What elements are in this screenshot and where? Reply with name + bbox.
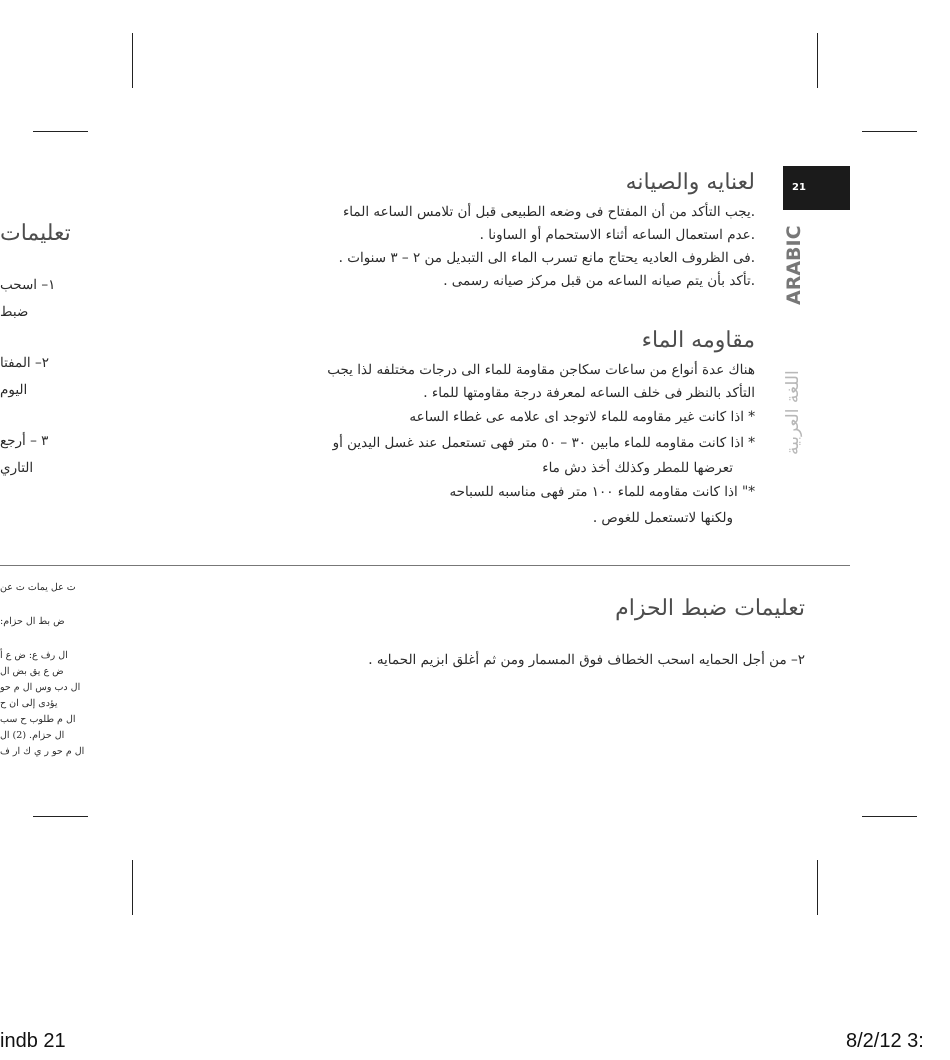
page-number-tab <box>783 166 850 210</box>
crop-mark <box>862 131 917 132</box>
care-line: .عدم استعمال الساعه أثناء الاستحمام أو الساونا . <box>479 227 755 243</box>
crop-mark <box>817 33 818 88</box>
left-small-line: ال م حو ر ي ك ار ف <box>0 746 85 757</box>
crop-mark <box>862 816 917 817</box>
left-partial-item: ضبط <box>0 304 29 320</box>
left-small-line: ال دب وس ال م حو <box>0 682 81 693</box>
left-small-line: ت عل يمات ت عن <box>0 582 76 593</box>
footer-slug-left: indb 21 <box>0 1030 66 1052</box>
left-partial-column <box>0 215 120 515</box>
water-heading: مقاومه الماء <box>641 328 755 353</box>
water-line: تعرضها للمطر وكذلك أخذ دش ماء <box>542 460 733 476</box>
left-small-line: ض بط ال حزام: <box>0 616 65 627</box>
crop-mark <box>817 860 818 915</box>
water-line: التأكد بالنظر فى خلف الساعه لمعرفة درجة مقاومتها للماء . <box>423 385 755 401</box>
left-small-line: يؤدى إلى ان ح <box>0 698 58 709</box>
left-partial-small <box>0 582 120 792</box>
left-small-line: ال حزام. (2) ال <box>0 730 65 741</box>
left-partial-item: ١– اسحب <box>0 277 56 293</box>
left-small-line: ال م طلوب ح سب <box>0 714 76 725</box>
water-line: *" اذا كانت مقاومه للماء ١٠٠ متر فهى مناسبه للسباحه <box>449 484 755 500</box>
crop-mark <box>132 33 133 88</box>
language-label: ARABIC <box>783 225 805 305</box>
section-divider <box>0 565 850 566</box>
left-partial-item: ٣ – أرجع <box>0 433 49 449</box>
care-line: .فى الظروف العاديه يحتاج مانع تسرب الماء الى التبديل من ٢ – ٣ سنوات . <box>338 250 755 266</box>
language-label-arabic: اللغة العربية <box>783 370 803 455</box>
care-line: .تأكد بأن يتم صيانه الساعه من قبل مركز صيانه رسمى . <box>443 273 755 289</box>
water-line: * اذا كانت مقاومه للماء مابين ٣٠ – ٥٠ متر فهى تستعمل عند غسل اليدين أو <box>332 435 755 451</box>
page-number: 21 <box>792 182 806 193</box>
left-partial-item: اليوم <box>0 382 28 398</box>
care-heading: لعنايه والصيانه <box>625 170 755 195</box>
left-partial-item: ٢– المفتا <box>0 355 49 371</box>
crop-mark <box>132 860 133 915</box>
water-line: ولكنها لاتستعمل للغوص . <box>592 510 733 526</box>
footer-slug-right: 8/2/12 3: <box>846 1030 924 1052</box>
left-small-line: ال رف ع: ض ع أ <box>0 650 68 661</box>
strap-heading: تعليمات ضبط الحزام <box>615 596 805 621</box>
water-line: * اذا كانت غير مقاومه للماء لاتوجد اى علامه عى غطاء الساعه <box>409 409 755 425</box>
left-partial-item: التاري <box>0 460 34 476</box>
care-line: .يجب التأكد من أن المفتاح فى وضعه الطبيعى قبل أن تلامس الساعه الماء <box>342 204 755 220</box>
left-small-line: ض ع يق بض ال <box>0 666 64 677</box>
left-partial-heading: تعليمات <box>0 221 71 246</box>
crop-mark <box>33 816 88 817</box>
crop-mark <box>33 131 88 132</box>
strap-line: ٢– من أجل الحمايه اسحب الخطاف فوق المسمار ومن ثم أغلق ابزيم الحمايه . <box>368 652 805 668</box>
water-line: هناك عدة أنواع من ساعات سكاجن مقاومة للماء الى درجات مختلفه لذا يجب <box>327 362 755 378</box>
